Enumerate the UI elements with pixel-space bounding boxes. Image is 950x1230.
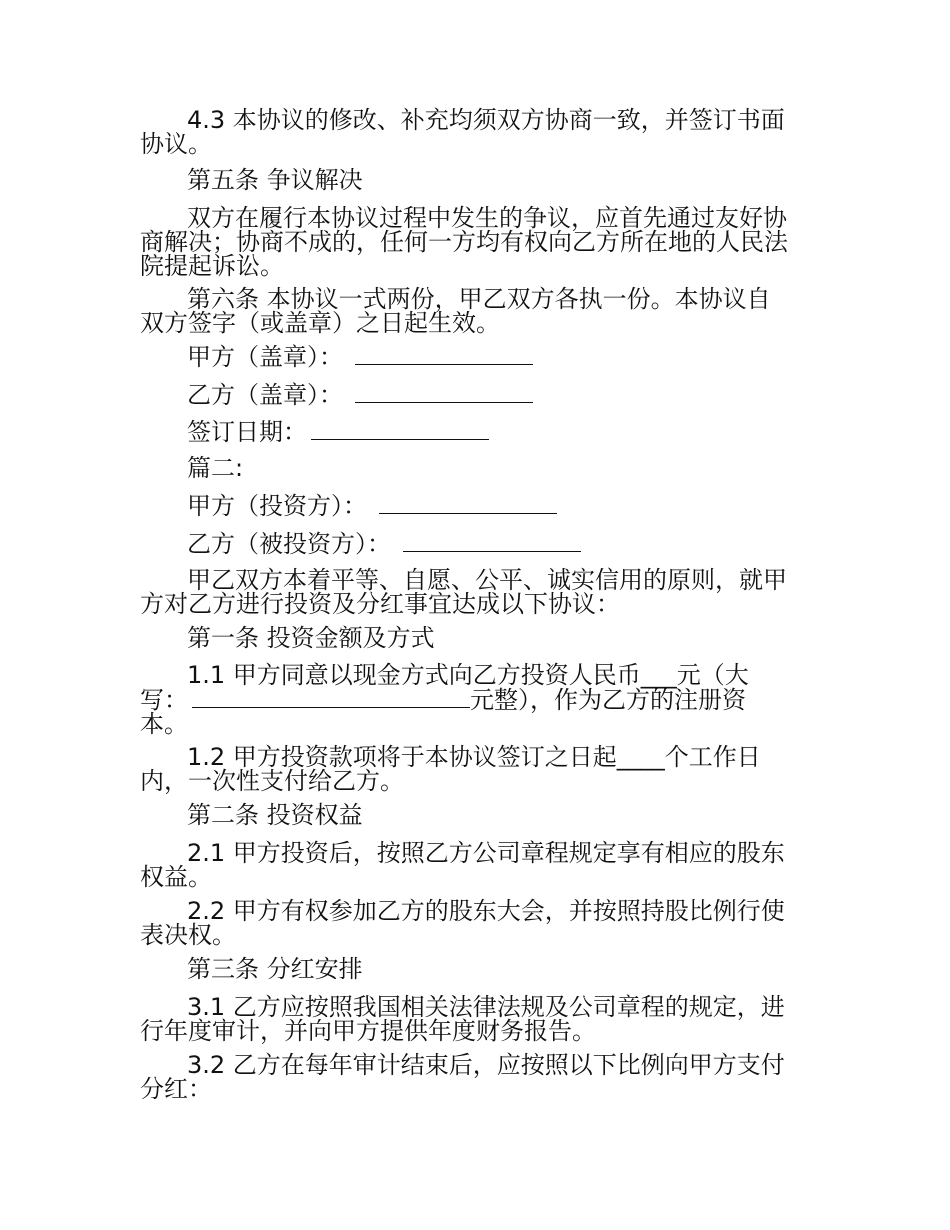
signing-date-blank: [311, 419, 489, 440]
text-line: 权益。: [140, 863, 212, 891]
text-line: 4.3 本协议的修改、补充均须双方协商一致，并签订书面: [187, 106, 785, 134]
text-line: 3.1 乙方应按照我国相关法律法规及公司章程的规定，进: [187, 993, 785, 1021]
text-line: 本。: [140, 710, 188, 738]
clause-1-2: [140, 745, 812, 793]
text-line: 第三条 分红安排: [187, 955, 363, 983]
article-2-heading: [140, 803, 812, 827]
text-line: 1.1 甲方同意以现金方式向乙方投资人民币___元（大: [187, 661, 749, 689]
text-line: 双方在履行本协议过程中发生的争议，应首先通过友好协: [187, 204, 787, 232]
article-1-heading: [140, 626, 812, 650]
article-3-heading: [140, 957, 812, 981]
clause-2-1: [140, 841, 812, 889]
text-line: 第一条 投资金额及方式: [187, 624, 435, 652]
text-line: 方对乙方进行投资及分红事宜达成以下协议：: [140, 590, 620, 618]
text-line: 协议。: [140, 130, 212, 158]
party-b-seal-label: 乙方（盖章）：: [187, 381, 343, 409]
party-a-seal: [140, 344, 812, 369]
party-b-seal-blank: [355, 382, 533, 403]
text-segment: 写：: [140, 686, 188, 714]
text-line: 篇二:: [187, 454, 244, 482]
investee-label: 乙方（被投资方）：: [187, 530, 391, 558]
article-5-body: [140, 206, 812, 278]
investor-label: 甲方（投资方）：: [187, 492, 367, 520]
text-line: 2.1 甲方投资后，按照乙方公司章程规定享有相应的股东: [187, 839, 785, 867]
text-line: 第二条 投资权益: [187, 801, 363, 829]
text-line: 1.2 甲方投资款项将于本协议签订之日起____个工作日: [187, 743, 761, 771]
text-segment: 元整），作为乙方的注册资: [470, 686, 746, 714]
text-line: 双方签字（或盖章）之日起生效。: [140, 309, 500, 337]
party-a-seal-blank: [355, 344, 533, 365]
party-a-seal-label: 甲方（盖章）：: [187, 343, 343, 371]
clause-4-3: [140, 108, 812, 156]
article-6: [140, 287, 812, 335]
text-line: 内，一次性支付给乙方。: [140, 767, 404, 795]
text-line: 院提起诉讼。: [140, 252, 284, 280]
investee-blank: [403, 531, 581, 552]
investee-party: [140, 531, 812, 556]
clause-1-1: [140, 663, 812, 736]
clause-2-2: [140, 899, 812, 947]
investor-party: [140, 493, 812, 518]
text-line: 第六条 本协议一式两份，甲乙双方各执一份。本协议自: [187, 285, 771, 313]
text-line: 表决权。: [140, 921, 236, 949]
clause-3-2: [140, 1053, 812, 1101]
party-b-seal: [140, 382, 812, 407]
investor-blank: [379, 493, 557, 514]
text-line: 第五条 争议解决: [187, 166, 363, 194]
part-two-heading: [140, 456, 812, 480]
signing-date-label: 签订日期：: [187, 418, 307, 446]
text-line: 甲乙双方本着平等、自愿、公平、诚实信用的原则，就甲: [187, 566, 787, 594]
text-line: 2.2 甲方有权参加乙方的股东大会，并按照持股比例行使: [187, 897, 785, 925]
text-line: 分红：: [140, 1075, 212, 1103]
amount-in-words-blank: [192, 687, 470, 708]
preamble: [140, 568, 812, 616]
clause-3-1: [140, 995, 812, 1043]
text-line: 行年度审计，并向甲方提供年度财务报告。: [140, 1017, 596, 1045]
text-line: 3.2 乙方在每年审计结束后，应按照以下比例向甲方支付: [187, 1051, 785, 1079]
article-5-heading: [140, 168, 812, 192]
text-line: 商解决；协商不成的，任何一方均有权向乙方所在地的人民法: [140, 228, 788, 256]
signing-date: [140, 419, 812, 444]
